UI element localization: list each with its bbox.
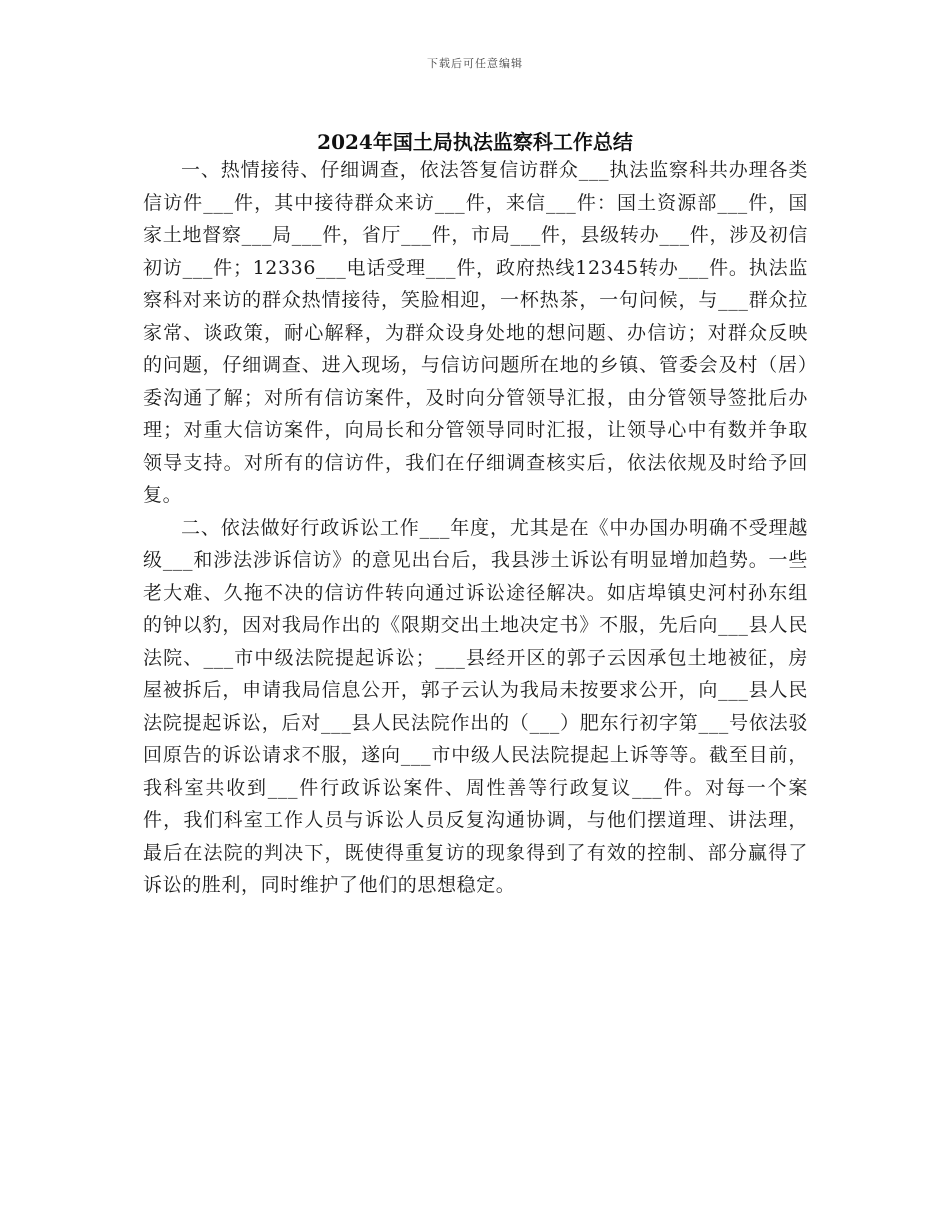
- paragraph-1: 一、热情接待、仔细调查，依法答复信访群众___执法监察科共办理各类信访件___件，其中接待群众来访___件，来信___件：国土资源部___件，国家土地督察___局___件，省厅___件，市局___件，县级转办___件，涉及初信初访___件；12336___电话受理___件，政府热线12345转办___件。执法监察科对来访的群众热情接待，笑脸相迎，一杯热茶，一句问候，与___群众拉家常、谈政策，耐心解释，为群众设身处地的想问题、办信访；对群众反映的问题，仔细调查、进入现场，与信访问题所在地的乡镇、管委会及村（居）委沟通了解；对所有信访案件，及时向分管领导汇报，由分管领导签批后办理；对重大信访案件，向局长和分管领导同时汇报，让领导心中有数并争取领导支持。对所有的信访件，我们在仔细调查核实后，依法依规及时给予回复。: [143, 159, 808, 506]
- paragraph-2: 二、依法做好行政诉讼工作___年度，尤其是在《中办国办明确不受理越级___和涉法涉诉信访》的意见出台后，我县涉土诉讼有明显增加趋势。一些老大难、久拖不决的信访件转向通过诉讼途径解决。如店埠镇史河村孙东组的钟以豹，因对我局作出的《限期交出土地决定书》不服，先后向___县人民法院、___市中级法院提起诉讼；___县经开区的郭子云因承包土地被征，房屋被拆后，申请我局信息公开，郭子云认为我局未按要求公开，向___县人民法院提起诉讼，后对___县人民法院作出的（___）肥东行初字第___号依法驳回原告的诉讼请求不服，遂向___市中级人民法院提起上诉等等。截至目前，我科室共收到___件行政诉讼案件、周性善等行政复议___件。对每一个案件，我们科室工作人员与诉讼人员反复沟通协调，与他们摆道理、讲法理，最后在法院的判决下，既使得重复访的现象得到了有效的控制、部分赢得了诉讼的胜利，同时维护了他们的思想稳定。: [143, 516, 808, 896]
- document-title: 2024年国土局执法监察科工作总结: [317, 130, 633, 154]
- document-body: [143, 154, 808, 902]
- page-header-note: 下载后可任意编辑: [427, 57, 523, 70]
